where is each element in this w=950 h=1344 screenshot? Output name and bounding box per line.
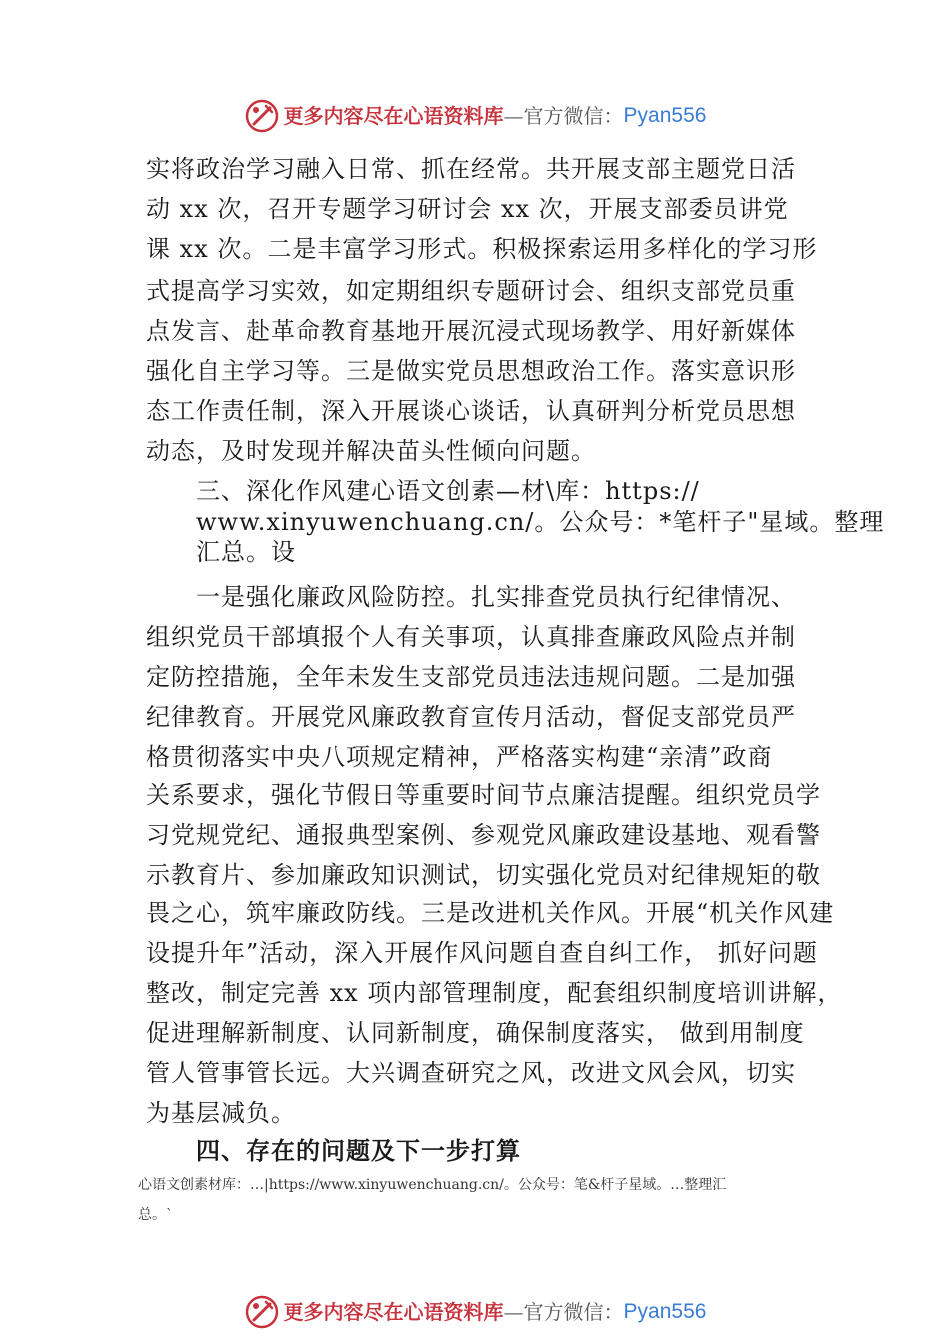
- body-line: 为基层减负。: [146, 1099, 296, 1127]
- body-line: 畏之心，筑牢廉政防线。三是改进机关作风。开展“机关作风建: [146, 899, 835, 927]
- body-line: 组织党员干部填报个人有关事项，认真排查廉政风险点并制: [146, 623, 796, 651]
- body-line: 促进理解新制度、认同新制度，确保制度落实， 做到用制度: [146, 1019, 805, 1047]
- header-banner: [0, 98, 950, 134]
- banner-wechat-id: Pyan556: [623, 104, 707, 127]
- body-line: 示教育片、参加廉政知识测试，切实强化党员对纪律规矩的敬: [146, 861, 821, 889]
- body-line: 点发言、赴革命教育基地开展沉浸式现场教学、用好新媒体: [146, 317, 796, 345]
- banner-wechat-id: Pyan556: [623, 1300, 707, 1323]
- banner-dash: —: [503, 1300, 524, 1324]
- body-line: 习党规党纪、通报典型案例、参观党风廉政建设基地、观看警: [146, 821, 821, 849]
- body-line: 态工作责任制，深入开展谈心谈话，认真研判分析党员思想: [146, 397, 796, 425]
- body-line: 一是强化廉政风险防控。扎实排查党员执行纪律情况、: [196, 583, 796, 611]
- body-line: 管人管事管长远。大兴调查研究之风，改进文风会风，切实: [146, 1059, 796, 1087]
- body-line: 关系要求，强化节假日等重要时间节点廉洁提醒。组织党员学: [146, 781, 821, 809]
- banner-wechat-label: 官方微信：: [523, 104, 624, 128]
- footer-banner: [0, 1294, 950, 1330]
- body-line: 动 xx 次，召开专题学习研讨会 xx 次，开展支部委员讲党: [146, 195, 789, 223]
- section-heading: 四、存在的问题及下一步打算: [196, 1137, 521, 1165]
- footnote-line: 心语文创素材库：…|https://www.xinyuwenchuang.cn/。公众号：笔&杆子星域。…整理汇: [138, 1177, 727, 1193]
- body-line: 式提高学习实效，如定期组织专题研讨会、组织支部党员重: [146, 277, 796, 305]
- logo-icon: [244, 1294, 280, 1330]
- body-line: 实将政治学习融入日常、抓在经常。共开展支部主题党日活: [146, 155, 796, 183]
- banner-red-text: 更多内容尽在心语资料库: [283, 1300, 504, 1324]
- banner-dash: —: [503, 104, 524, 128]
- body-line: 纪律教育。开展党风廉政教育宣传月活动，督促支部党员严: [146, 703, 796, 731]
- banner-wechat-label: 官方微信：: [523, 1300, 624, 1324]
- banner-red-text: 更多内容尽在心语资料库: [283, 104, 504, 128]
- logo-icon: [244, 98, 280, 134]
- body-line: 汇总。设: [196, 538, 296, 566]
- body-line: www.xinyuwenchuang.cn/。公众号：*笔杆子"星域。整理: [196, 508, 885, 536]
- body-line: 定防控措施，全年未发生支部党员违法违规问题。二是加强: [146, 663, 796, 691]
- body-line: 三、深化作风建心语文创素—材\库：https://: [196, 477, 700, 505]
- body-line: 设提升年”活动，深入开展作风问题自查自纠工作， 抓好问题: [146, 939, 818, 967]
- body-line: 强化自主学习等。三是做实党员思想政治工作。落实意识形: [146, 357, 796, 385]
- body-line: 整改，制定完善 xx 项内部管理制度，配套组织制度培训讲解，: [146, 979, 843, 1007]
- body-line: 动态，及时发现并解决苗头性倾向问题。: [146, 437, 596, 465]
- footnote-line: 总。`: [138, 1207, 173, 1223]
- body-line: 课 xx 次。二是丰富学习形式。积极探索运用多样化的学习形: [146, 235, 818, 263]
- body-line: 格贯彻落实中央八项规定精神，严格落实构建“亲清”政商: [146, 743, 773, 771]
